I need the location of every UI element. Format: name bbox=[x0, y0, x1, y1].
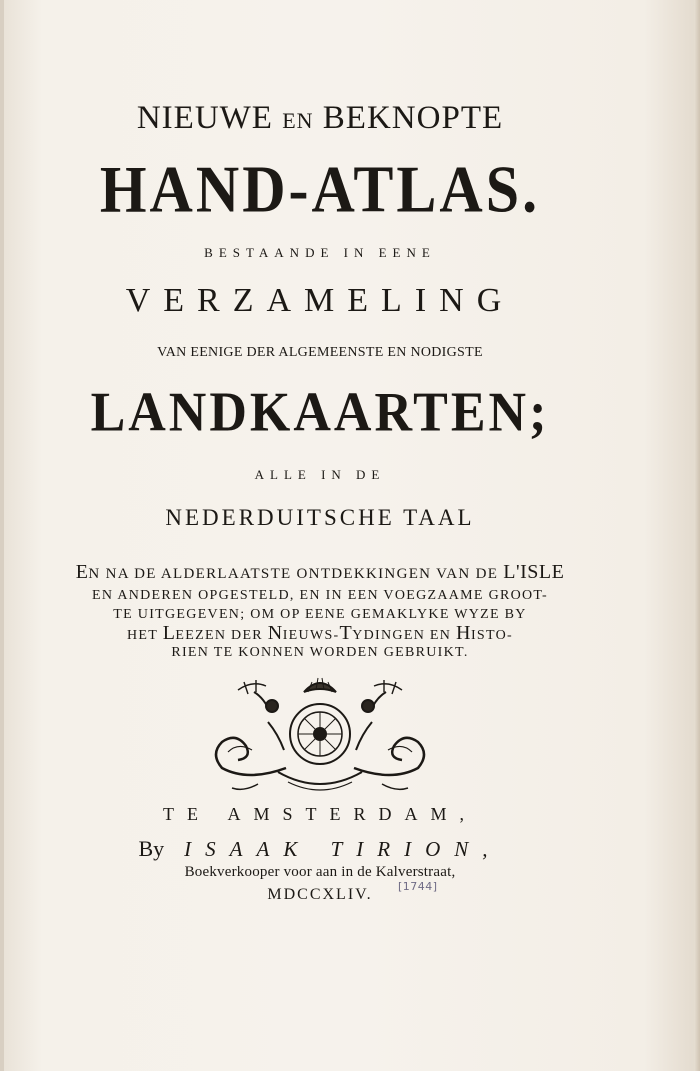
title-line-4: VERZAMELING bbox=[125, 282, 515, 319]
paragraph-text: ISTO- bbox=[470, 628, 513, 643]
imprint-publisher bbox=[0, 836, 640, 862]
title-line-3: BESTAANDE IN EENE bbox=[204, 245, 436, 260]
title-word-en: EN bbox=[282, 108, 314, 133]
paragraph-text: EEZEN DER bbox=[175, 628, 263, 643]
subtitle-paragraph-line-2: EN ANDEREN OPGESTELD, EN IN EEN VOEGZAAME GROOT- bbox=[92, 588, 548, 603]
page-edge-right bbox=[694, 0, 700, 1071]
main-title: HAND-ATLAS. bbox=[99, 151, 541, 226]
title-word-nieuwe: NIEUWE bbox=[136, 100, 273, 136]
paragraph-text: HET bbox=[127, 628, 158, 643]
title-line-5: VAN EENIGE DER ALGEMEENSTE EN NODIGSTE bbox=[157, 345, 483, 360]
subtitle-paragraph-line-1 bbox=[0, 563, 640, 584]
lisle-name: L'ISLE bbox=[503, 561, 565, 583]
paragraph-cap: L bbox=[162, 622, 176, 644]
imprint-by: By bbox=[138, 836, 165, 861]
paragraph-cap: N bbox=[267, 622, 283, 644]
ornament-vignette-icon bbox=[208, 672, 432, 800]
pencil-annotation: [1744] bbox=[398, 880, 438, 893]
subtitle-paragraph-line-4 bbox=[0, 624, 640, 645]
dropcap-e: E bbox=[75, 561, 89, 583]
subtitle-paragraph-line-3: TE UITGEGEVEN; OM OP EENE GEMAKLYKE WYZE BY bbox=[113, 607, 527, 622]
imprint-year: MDCCXLIV. bbox=[267, 886, 373, 903]
paragraph-cap: H bbox=[455, 622, 471, 644]
title-line-8: NEDERDUITSCHE TAAL bbox=[165, 505, 475, 530]
imprint-place: TE AMSTERDAM, bbox=[162, 804, 477, 824]
title-line-6: LANDKAARTEN; bbox=[90, 381, 550, 444]
paragraph-text: IEUWS- bbox=[282, 628, 340, 643]
imprint-name: ISAAK TIRION, bbox=[184, 837, 502, 861]
paragraph-text: N NA DE ALDERLAATSTE ONTDEKKINGEN VAN DE bbox=[88, 566, 499, 582]
paragraph-text: YDINGEN EN bbox=[352, 628, 452, 643]
subtitle-paragraph-line-5: RIEN TE KONNEN WORDEN GEBRUIKT. bbox=[171, 645, 469, 660]
title-word-beknopte: BEKNOPTE bbox=[322, 100, 504, 136]
title-line-1 bbox=[0, 100, 640, 137]
imprint-shop: Boekverkooper voor aan in de Kalverstraat, bbox=[184, 864, 456, 880]
title-line-7: ALLE IN DE bbox=[254, 467, 386, 482]
paragraph-cap: T bbox=[339, 622, 353, 644]
